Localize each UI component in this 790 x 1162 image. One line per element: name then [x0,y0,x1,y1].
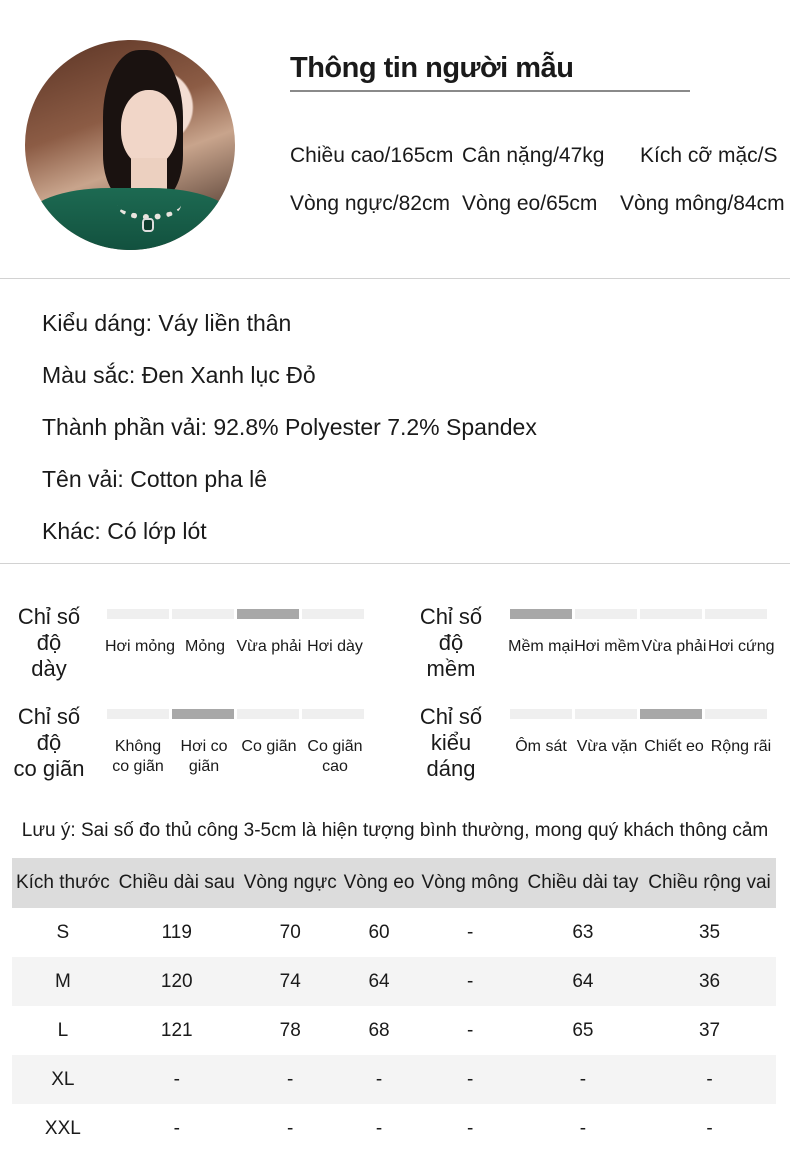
thickness-option: Hơi mỏng [105,638,176,655]
softness-option: Hơi cứng [708,638,775,655]
product-style: Kiểu dáng: Váy liền thân [42,310,292,336]
table-cell: - [114,1055,240,1104]
table-cell: M [12,957,114,1006]
color-red: Đỏ [286,362,316,388]
table-cell: - [643,1055,776,1104]
table-cell: 119 [114,908,240,957]
table-cell: 35 [643,908,776,957]
table-cell: 60 [341,908,418,957]
color-green: Xanh lục [190,362,280,388]
thickness-index-title: Chỉ số độ dày [17,604,81,681]
table-cell: S [12,908,114,957]
table-cell: - [523,1055,643,1104]
column-header: Chiều dài tay [523,858,643,908]
stretch-option: Hơi co giãn [180,738,228,775]
thickness-option: Hơi dày [307,638,363,655]
column-header: Chiều rộng vai [643,858,776,908]
table-cell: - [643,1104,776,1153]
measurement-note: Lưu ý: Sai số đo thủ công 3-5cm là hiện tượng bình thường, mong quý khách thông cảm [21,820,769,841]
fit-option: Ôm sát [515,738,567,755]
table-cell: 36 [643,957,776,1006]
table-cell: XL [12,1055,114,1104]
size-table [12,858,776,1153]
table-row [12,1006,776,1055]
softness-option: Vừa phải [641,638,707,655]
title-underline [290,90,690,92]
index-segment [172,709,234,719]
index-segment [237,709,299,719]
table-cell: - [417,1006,522,1055]
table-cell: - [240,1104,341,1153]
index-segment [302,609,364,619]
index-segment [640,709,702,719]
table-cell: 74 [240,957,341,1006]
table-cell: L [12,1006,114,1055]
model-info-title: Thông tin người mẫu [290,52,574,84]
table-cell: XXL [12,1104,114,1153]
table-cell: 64 [341,957,418,1006]
thickness-option: Vừa phải [236,638,302,655]
model-height: Chiều cao/165cm [290,144,454,167]
table-cell: - [341,1104,418,1153]
index-segment [575,609,637,619]
table-header-row [12,858,776,908]
model-waist: Vòng eo/65cm [462,192,598,215]
index-segment [237,609,299,619]
table-cell: 121 [114,1006,240,1055]
product-fabric-name: Tên vải: Cotton pha lê [42,466,268,492]
colors-label: Màu sắc: [42,362,136,388]
model-size: Kích cỡ mặc/S [640,144,778,167]
stretch-option: Co giãn cao [307,738,363,775]
table-cell: - [114,1104,240,1153]
index-segment [510,609,572,619]
model-hips: Vòng mông/84cm [620,192,785,215]
table-cell: 78 [240,1006,341,1055]
table-cell: 65 [523,1006,643,1055]
table-row [12,957,776,1006]
fit-option: Vừa vặn [576,738,638,755]
table-cell: 70 [240,908,341,957]
table-row [12,1104,776,1153]
thickness-index-bar [107,609,364,619]
product-composition: Thành phần vải: 92.8% Polyester 7.2% Spandex [42,414,537,440]
fit-index-title: Chỉ số kiểu dáng [419,704,483,781]
table-cell: - [240,1055,341,1104]
index-segment [107,609,169,619]
column-header: Vòng ngực [240,858,341,908]
fit-index-bar [510,709,767,719]
product-colors [42,362,316,389]
softness-index-bar [510,609,767,619]
index-segment [302,709,364,719]
table-cell: 68 [341,1006,418,1055]
table-cell: - [341,1055,418,1104]
divider [0,278,790,279]
stretch-index-bar [107,709,364,719]
index-segment [705,709,767,719]
index-segment [705,609,767,619]
table-cell: 120 [114,957,240,1006]
stretch-option: Không co giãn [112,738,164,775]
table-cell: - [417,908,522,957]
product-other: Khác: Có lớp lót [42,518,207,544]
model-weight: Cân nặng/47kg [462,144,605,167]
column-header: Chiều dài sau [114,858,240,908]
softness-option: Mềm mại [508,638,574,655]
table-row [12,908,776,957]
table-cell: - [417,957,522,1006]
table-cell: 64 [523,957,643,1006]
divider [0,563,790,564]
stretch-option: Co giãn [241,738,297,755]
model-photo [25,40,235,250]
softness-index-title: Chỉ số độ mềm [419,604,483,681]
softness-option: Hơi mềm [574,638,640,655]
fit-option: Chiết eo [644,738,704,755]
table-cell: 37 [643,1006,776,1055]
index-segment [107,709,169,719]
fit-option: Rộng rãi [710,738,772,755]
model-bust: Vòng ngực/82cm [290,192,450,215]
column-header: Vòng eo [341,858,418,908]
index-segment [510,709,572,719]
table-cell: - [523,1104,643,1153]
table-cell: 63 [523,908,643,957]
table-cell: - [417,1055,522,1104]
index-segment [172,609,234,619]
column-header: Kích thước [12,858,114,908]
index-segment [575,709,637,719]
model-info-section [0,0,790,278]
index-segment [640,609,702,619]
thickness-option: Mỏng [184,638,226,655]
color-black: Đen [141,362,184,388]
column-header: Vòng mông [417,858,522,908]
table-cell: - [417,1104,522,1153]
stretch-index-title: Chỉ số độ co giãn [13,704,85,781]
table-row [12,1055,776,1104]
